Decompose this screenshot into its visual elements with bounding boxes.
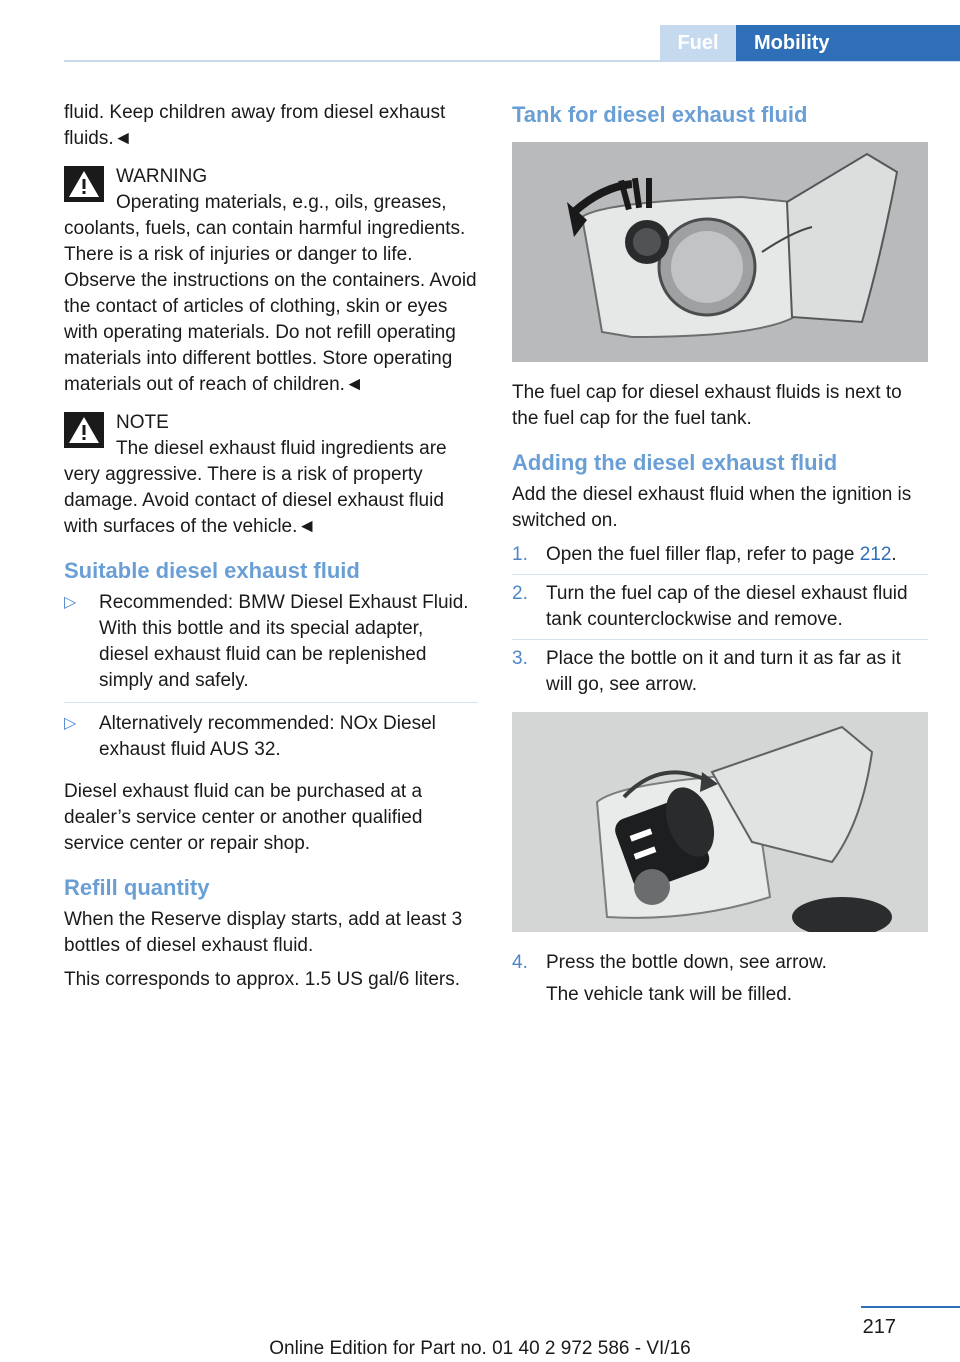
list-item bbox=[512, 950, 928, 1014]
left-column bbox=[64, 100, 478, 1001]
tab-fuel[interactable]: Fuel bbox=[660, 25, 736, 61]
bullet-triangle-icon: ▷ bbox=[64, 715, 77, 732]
bottle-photo bbox=[512, 712, 928, 932]
bullet-triangle-icon: ▷ bbox=[64, 594, 77, 611]
list-item bbox=[512, 646, 928, 704]
purchase-paragraph: Diesel exhaust fluid can be purchased at a dealer’s service center or another qualified service center or repair shop. bbox=[64, 781, 423, 854]
step-number: 3. bbox=[512, 648, 528, 669]
tank-heading: Tank for diesel exhaust fluid bbox=[512, 102, 808, 127]
edition-footer: Online Edition for Part no. 01 40 2 972 586 - VI/16 bbox=[269, 1338, 691, 1359]
warning-text: Operating materials, e.g., oils, greases, coolants, fuels, can contain harmful ingredients. There is a risk of injuries or danger to life. Observe the instructions on the containers. Avoid the contact of articles of clothing, skin or eyes with operating materials. Do not refill operating materials into different bottles. Store operating materials out of reach of children.◄ bbox=[64, 192, 477, 395]
step-number: 4. bbox=[512, 952, 528, 973]
page-number: 217 bbox=[862, 1316, 896, 1338]
adding-heading: Adding the diesel exhaust fluid bbox=[512, 450, 838, 475]
note-block bbox=[64, 410, 478, 540]
note-label: NOTE bbox=[116, 412, 169, 433]
bullet-text: Recommended: BMW Diesel Exhaust Fluid. With this bottle and its special adapter, diesel exhaust fluid can be replenished simply and safely. bbox=[99, 592, 469, 691]
step-text: Open the fuel filler flap, refer to page bbox=[546, 544, 860, 565]
step-text: Place the bottle on it and turn it as far as it will go, see arrow. bbox=[546, 648, 901, 695]
fuel-cap-photo bbox=[512, 142, 928, 362]
footer-rule bbox=[861, 1306, 960, 1308]
adding-paragraph: Add the diesel exhaust fluid when the ignition is switched on. bbox=[512, 484, 912, 531]
step-result: The vehicle tank will be filled. bbox=[546, 984, 793, 1005]
refill-heading: Refill quantity bbox=[64, 875, 210, 900]
corresponds-paragraph: This corresponds to approx. 1.5 US gal/6 liters. bbox=[64, 969, 461, 990]
refill-paragraph: When the Reserve display starts, add at least 3 bottles of diesel exhaust fluid. bbox=[64, 909, 463, 956]
steps-list-b bbox=[512, 950, 928, 1014]
warning-icon bbox=[64, 166, 104, 202]
step-text: Turn the fuel cap of the diesel exhaust fluid tank counterclockwise and remove. bbox=[546, 583, 908, 630]
intro-paragraph: fluid. Keep children away from diesel exhaust fluids.◄ bbox=[64, 102, 446, 149]
warning-label: WARNING bbox=[116, 166, 208, 187]
suitable-heading: Suitable diesel exhaust fluid bbox=[64, 558, 360, 583]
step-text-end: . bbox=[891, 544, 897, 565]
tab-mobility[interactable]: Mobility bbox=[736, 25, 960, 61]
note-text: The diesel exhaust fluid ingredients are very aggressive. There is a risk of property damage. Avoid contact of diesel exhaust fluid with surfaces of the vehicle.◄ bbox=[64, 438, 447, 537]
list-item bbox=[64, 711, 478, 771]
list-item bbox=[512, 542, 928, 575]
list-item bbox=[512, 581, 928, 640]
caution-icon bbox=[64, 412, 104, 448]
page-link[interactable]: 212 bbox=[859, 544, 892, 565]
steps-list-a bbox=[512, 542, 928, 704]
list-item bbox=[64, 590, 478, 703]
recommendation-list bbox=[64, 590, 478, 771]
warning-block bbox=[64, 164, 478, 398]
tank-caption: The fuel cap for diesel exhaust fluids is next to the fuel cap for the fuel tank. bbox=[512, 382, 902, 429]
step-text: Press the bottle down, see arrow. bbox=[546, 952, 827, 973]
step-number: 2. bbox=[512, 583, 528, 604]
bullet-text: Alternatively recommended: NOx Diesel exhaust fluid AUS 32. bbox=[99, 713, 436, 760]
step-number: 1. bbox=[512, 544, 528, 565]
right-column bbox=[512, 100, 928, 1022]
